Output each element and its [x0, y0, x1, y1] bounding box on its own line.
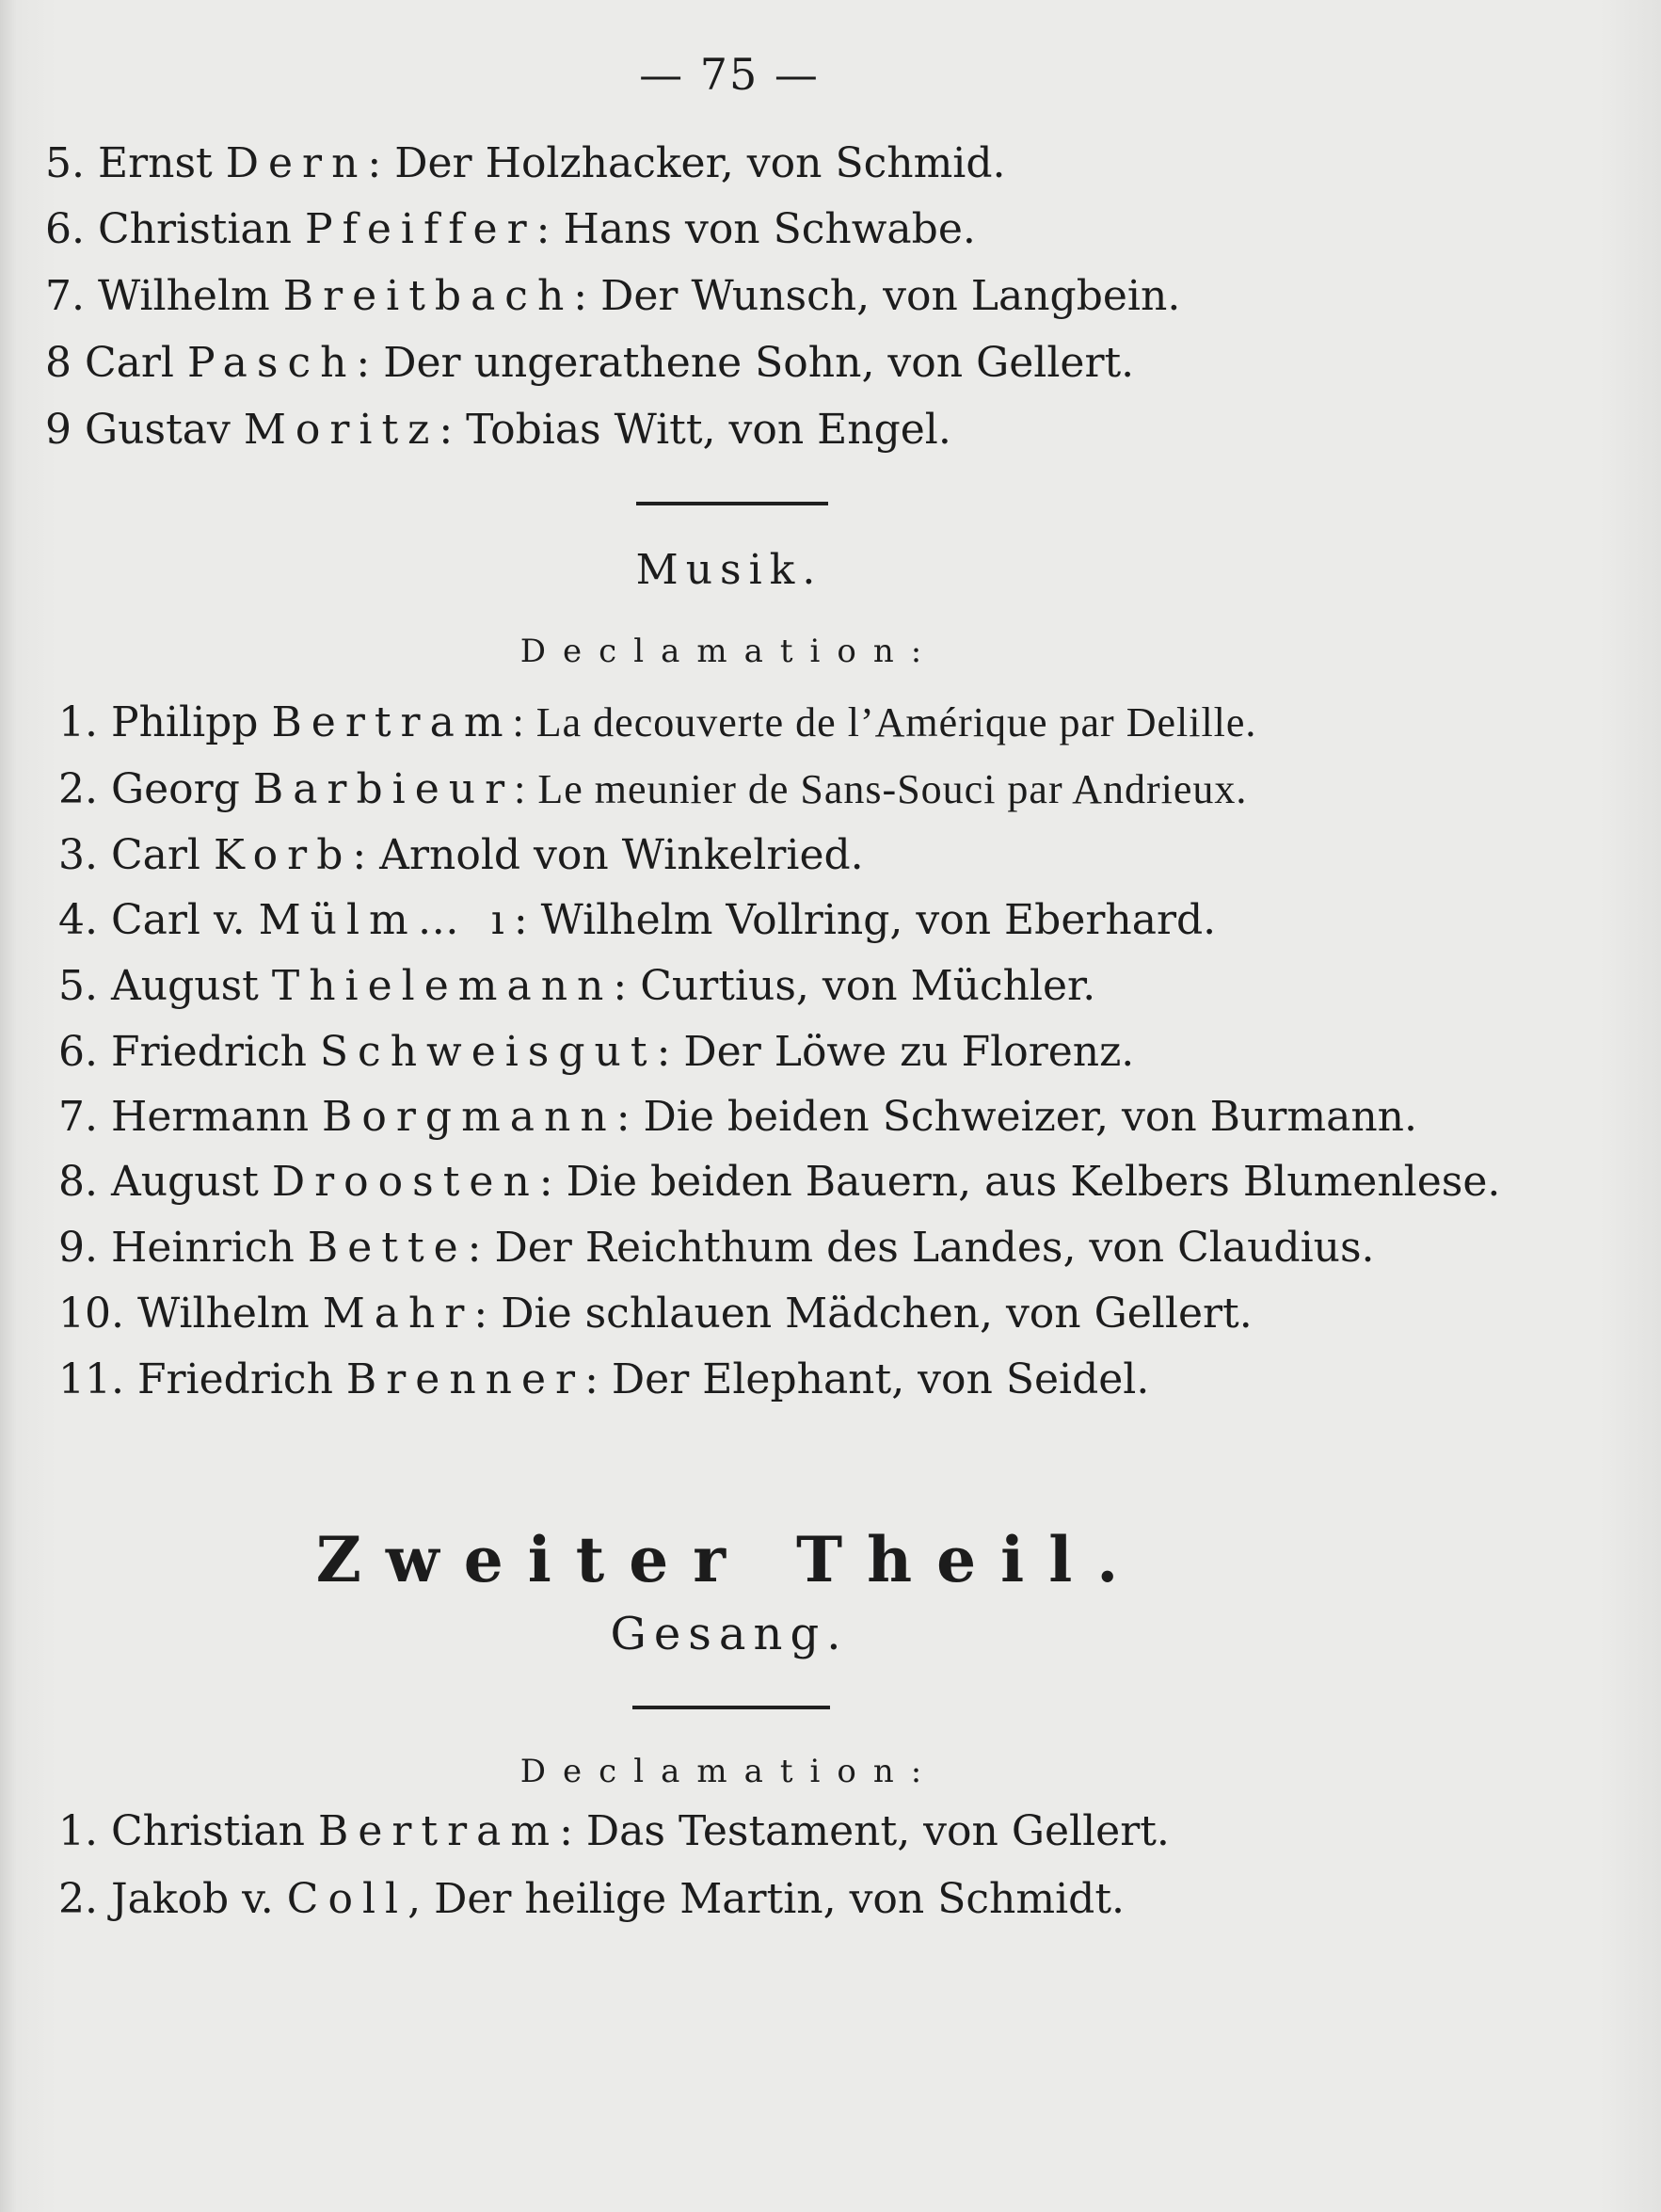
page-number: — 75 —	[639, 49, 820, 100]
list-item: 6. Friedrich Schweisgut: Der Löwe zu Florenz.	[58, 1028, 1135, 1076]
list-item: 9 Gustav Moritz: Tobias Witt, von Engel.	[45, 406, 951, 454]
list-item: 1. Christian Bertram: Das Testament, von Gellert.	[58, 1807, 1170, 1855]
list-item: 11. Friedrich Brenner: Der Elephant, von Seidel.	[58, 1355, 1150, 1403]
section-divider	[636, 502, 828, 505]
part-title: Zweiter Theil.	[315, 1523, 1143, 1596]
list-item: 2. Jakob v. Coll, Der heilige Martin, von Schmidt.	[58, 1875, 1125, 1923]
list-item: 5. Ernst Dern: Der Holzhacker, von Schmid.	[45, 139, 1006, 187]
declamation-heading: Declamation:	[519, 633, 939, 670]
list-item: 9. Heinrich Bette: Der Reichthum des Landes, von Claudius.	[58, 1224, 1375, 1272]
list-item: 10. Wilhelm Mahr: Die schlauen Mädchen, von Gellert.	[58, 1290, 1253, 1338]
section-divider	[632, 1706, 830, 1709]
list-item: 4. Carl v. Mülm… ı: Wilhelm Vollring, von Eberhard.	[58, 896, 1217, 944]
gesang-heading: Gesang.	[610, 1608, 849, 1660]
musik-heading: Musik.	[635, 546, 823, 594]
list-item: 7. Wilhelm Breitbach: Der Wunsch, von Langbein.	[45, 272, 1181, 320]
list-item: 8 Carl Pasch: Der ungerathene Sohn, von Gellert.	[45, 339, 1135, 387]
list-item: 1. Philipp Bertram: La decouverte de l’Amérique par Delille.	[58, 698, 1257, 746]
list-item: 6. Christian Pfeiffer: Hans von Schwabe.	[45, 205, 976, 253]
list-item: 3. Carl Korb: Arnold von Winkelried.	[58, 831, 864, 879]
list-item: 7. Hermann Borgmann: Die beiden Schweizer, von Burmann.	[58, 1093, 1417, 1141]
list-item: 8. August Droosten: Die beiden Bauern, aus Kelbers Blumenlese.	[58, 1158, 1501, 1206]
declamation-heading: Declamation:	[519, 1753, 939, 1790]
list-item: 5. August Thielemann: Curtius, von Müchler.	[58, 962, 1096, 1010]
list-item: 2. Georg Barbieur: Le meunier de Sans-Souci par Andrieux.	[58, 765, 1248, 813]
